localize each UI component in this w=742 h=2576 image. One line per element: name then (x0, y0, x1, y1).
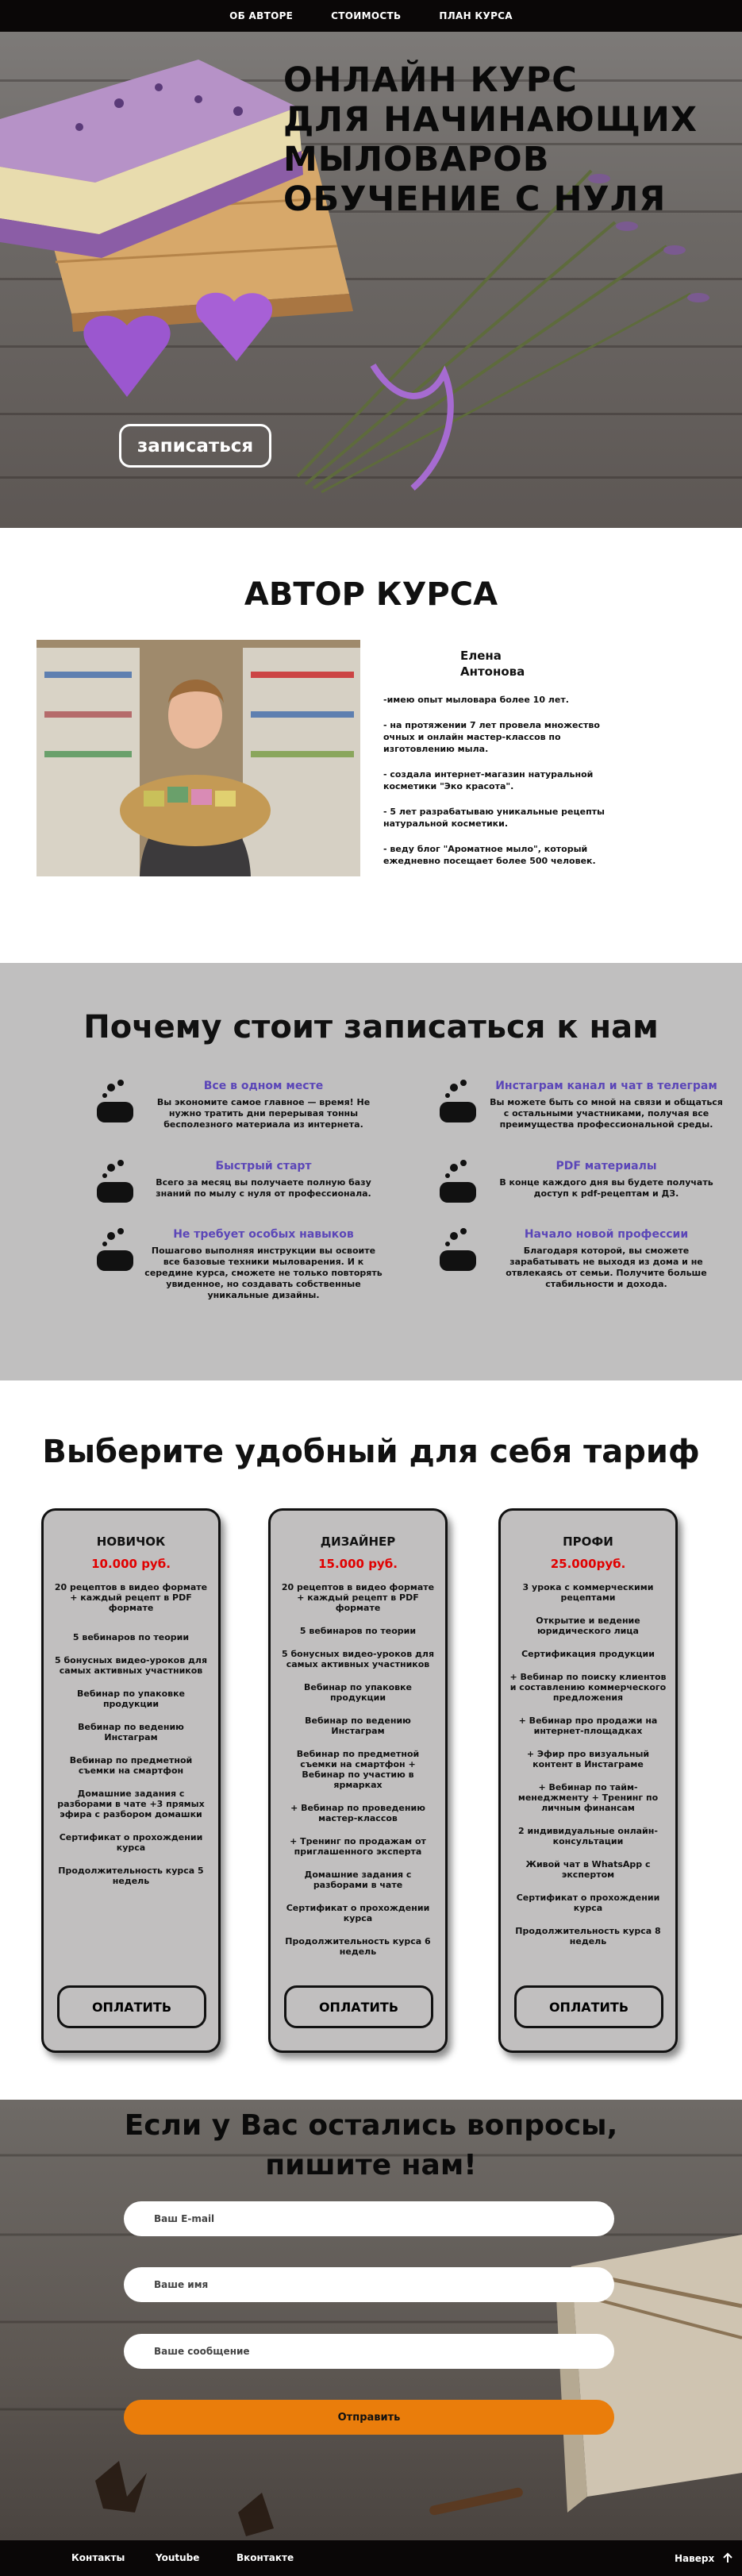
tariff-feature: Вебинар по ведению Инстаграм (78, 1722, 184, 1742)
hero-title: ОНЛАЙН КУРС ДЛЯ НАЧИНАЮЩИХ МЫЛОВАРОВ ОБУЧЕНИЕ С НУЛЯ (283, 60, 698, 219)
pay-button-designer[interactable]: ОПЛАТИТЬ (284, 1985, 433, 2028)
tariff-name: ПРОФИ (563, 1534, 613, 1549)
tariff-feature: + Вебинар про продажи на интернет-площадках (518, 1715, 658, 1736)
feature-title: Все в одном месте (203, 1080, 324, 1092)
send-button[interactable]: Отправить (124, 2400, 614, 2435)
tariff-name: ДИЗАЙНЕР (320, 1534, 396, 1549)
feature-title: Быстрый старт (215, 1160, 312, 1172)
feature-title: PDF материалы (556, 1160, 657, 1172)
tariff-price: 25.000руб. (550, 1557, 626, 1571)
tariff-feature: Сертификат о прохождении курса (516, 1893, 660, 1913)
arrow-up-icon (722, 2552, 733, 2563)
tariff-feature: + Тренинг по продажам от приглашенного эксперта (290, 1836, 426, 1857)
soap-bubbles-icon (95, 1226, 135, 1274)
why-section-title: Почему стоит записаться к нам (83, 1009, 659, 1045)
signup-button[interactable]: записаться (119, 424, 271, 468)
tariff-feature: + Вебинар по проведению мастер-классов (290, 1803, 425, 1823)
author-fact: - создала интернет-магазин натуральной косметики "Эко красота". (383, 769, 594, 791)
tariff-feature: Домашние задания с разборами в чате (304, 1869, 412, 1890)
tariff-feature: 5 вебинаров по теории (299, 1626, 417, 1636)
author-section-title: АВТОР КУРСА (244, 576, 498, 613)
back-to-top-link[interactable] (675, 2552, 733, 2564)
name-input[interactable] (124, 2267, 614, 2302)
nav-item-price[interactable]: СТОИМОСТЬ (331, 10, 402, 21)
footer-link-vkontakte[interactable]: Вконтакте (236, 2552, 294, 2563)
tariff-feature: Сертификация продукции (521, 1649, 655, 1659)
tariff-feature: 2 индивидуальные онлайн-консультации (518, 1826, 658, 1846)
tariff-card-designer (268, 1508, 448, 2053)
feature-title: Не требует особых навыков (173, 1228, 354, 1241)
tariff-feature: 3 урока с коммерческими рецептами (522, 1582, 654, 1603)
tariff-feature: 20 рецептов в видео формате + каждый рецепт в PDF формате (54, 1582, 208, 1613)
tariffs-section-title: Выберите удобный для себя тариф (42, 1434, 700, 1470)
feature-text: Вы экономите самое главное — время! Не нужно тратить дни перерывая тонны бесполезного материала из интернета. (156, 1097, 371, 1130)
feature-title: Инстаграм канал и чат в телеграм (495, 1080, 717, 1092)
contact-section (0, 2100, 742, 2540)
soap-bubbles-icon (95, 1078, 135, 1126)
author-facts-list (383, 694, 621, 880)
tariff-feature: 20 рецептов в видео формате + каждый рецепт в PDF формате (281, 1582, 435, 1613)
tariff-price: 10.000 руб. (91, 1557, 171, 1571)
footer-link-youtube[interactable]: Youtube (156, 2552, 200, 2563)
tariff-feature: Живой чат в WhatsApp с экспертом (525, 1859, 651, 1880)
tariff-feature: Домашние задания с разборами в чате +3 прямых эфира с разбором домашки (57, 1789, 205, 1819)
feature-text: Пошагово выполняя инструкции вы освоите все базовые техники мыловарения. И к середине курса, сможете не только повторять увиденное, но создавать собственные уникальные дизайны. (144, 1246, 383, 1300)
footer (0, 2540, 742, 2576)
tariff-card-profi (498, 1508, 678, 2053)
tariff-feature: Вебинар по упаковке продукции (303, 1682, 413, 1703)
email-input[interactable] (124, 2201, 614, 2236)
tariff-card-beginner (41, 1508, 221, 2053)
author-fact: - 5 лет разрабатываю уникальные рецепты натуральной косметики. (383, 807, 606, 829)
tariff-feature: 5 вебинаров по теории (72, 1632, 190, 1642)
tariff-price: 15.000 руб. (318, 1557, 398, 1571)
tariff-feature: Открытие и ведение юридического лица (536, 1615, 640, 1636)
feature-text: Всего за месяц вы получаете полную базу знаний по мылу с нуля от профессионала. (156, 1177, 371, 1199)
nav-item-course-plan[interactable]: ПЛАН КУРСА (439, 10, 513, 21)
feature-text: Вы можете быть со мной на связи и общаться с остальными участниками, получая все преимущества профессиональной среды. (490, 1097, 723, 1130)
back-to-top-label: Наверх (675, 2553, 715, 2564)
tariff-features (52, 1582, 210, 1899)
tariff-feature: Сертификат о прохождении курса (59, 1832, 203, 1853)
top-nav (0, 0, 742, 32)
hero-section (0, 32, 742, 528)
nav-item-about-author[interactable]: ОБ АВТОРЕ (229, 10, 294, 21)
tariff-feature: Продолжительность курса 5 недель (58, 1866, 204, 1886)
tariff-feature: + Эфир про визуальный контент в Инстаграме (526, 1749, 650, 1769)
tariff-feature: 5 бонусных видео-уроков для самых активных участников (281, 1649, 435, 1669)
tariff-feature: 5 бонусных видео-уроков для самых активных участников (54, 1655, 208, 1676)
author-fact: -имею опыт мыловара более 10 лет. (383, 695, 569, 705)
tariff-name: НОВИЧОК (96, 1534, 166, 1549)
tariff-feature: Сертификат о прохождении курса (286, 1903, 430, 1923)
soap-bubbles-icon (438, 1078, 478, 1126)
feature-text: Благодаря которой, вы сможете зарабатывать не выходя из дома и не отвлекаясь от семьи. Получите больше стабильности и дохода. (506, 1246, 707, 1289)
author-fact: - веду блог "Ароматное мыло", который ежедневно посещает более 500 человек. (383, 844, 596, 866)
pay-button-beginner[interactable]: ОПЛАТИТЬ (57, 1985, 206, 2028)
soap-bubbles-icon (438, 1226, 478, 1274)
pay-button-profi[interactable]: ОПЛАТИТЬ (514, 1985, 663, 2028)
feature-title: Начало новой профессии (524, 1228, 689, 1241)
author-name: Елена Антонова (460, 649, 525, 679)
tariff-feature: Вебинар по ведению Инстаграм (305, 1715, 411, 1736)
soap-bubbles-icon (95, 1158, 135, 1206)
message-input[interactable] (124, 2334, 614, 2369)
tariff-feature: Вебинар по предметной съемки на смартфон (69, 1755, 193, 1776)
tariff-feature: Продолжительность курса 8 недель (515, 1926, 661, 1946)
author-fact: - на протяжении 7 лет провела множество очных и онлайн мастер-классов по изготовлению мыла. (383, 720, 600, 754)
soap-bubbles-icon (438, 1158, 478, 1206)
feature-text: В конце каждого дня вы будете получать доступ к pdf-рецептам и ДЗ. (499, 1177, 713, 1199)
tariff-feature: + Вебинар по поиску клиентов и составлению коммерческого предложения (509, 1672, 667, 1703)
tariff-feature: Вебинар по предметной съемки на смартфон + Вебинар по участию в ярмарках (296, 1749, 420, 1790)
contact-title: Если у Вас остались вопросы, пишите нам! (124, 2109, 618, 2181)
why-section (0, 963, 742, 1380)
tariff-features (279, 1582, 437, 1970)
tariff-features (509, 1582, 667, 1959)
tariff-feature: Вебинар по упаковке продукции (76, 1688, 186, 1709)
tariff-feature: + Вебинар по тайм-менеджменту + Тренинг по личным финансам (517, 1782, 659, 1813)
tariff-feature: Продолжительность курса 6 недель (285, 1936, 431, 1957)
footer-link-contacts[interactable]: Контакты (71, 2552, 125, 2563)
author-photo (37, 640, 360, 876)
